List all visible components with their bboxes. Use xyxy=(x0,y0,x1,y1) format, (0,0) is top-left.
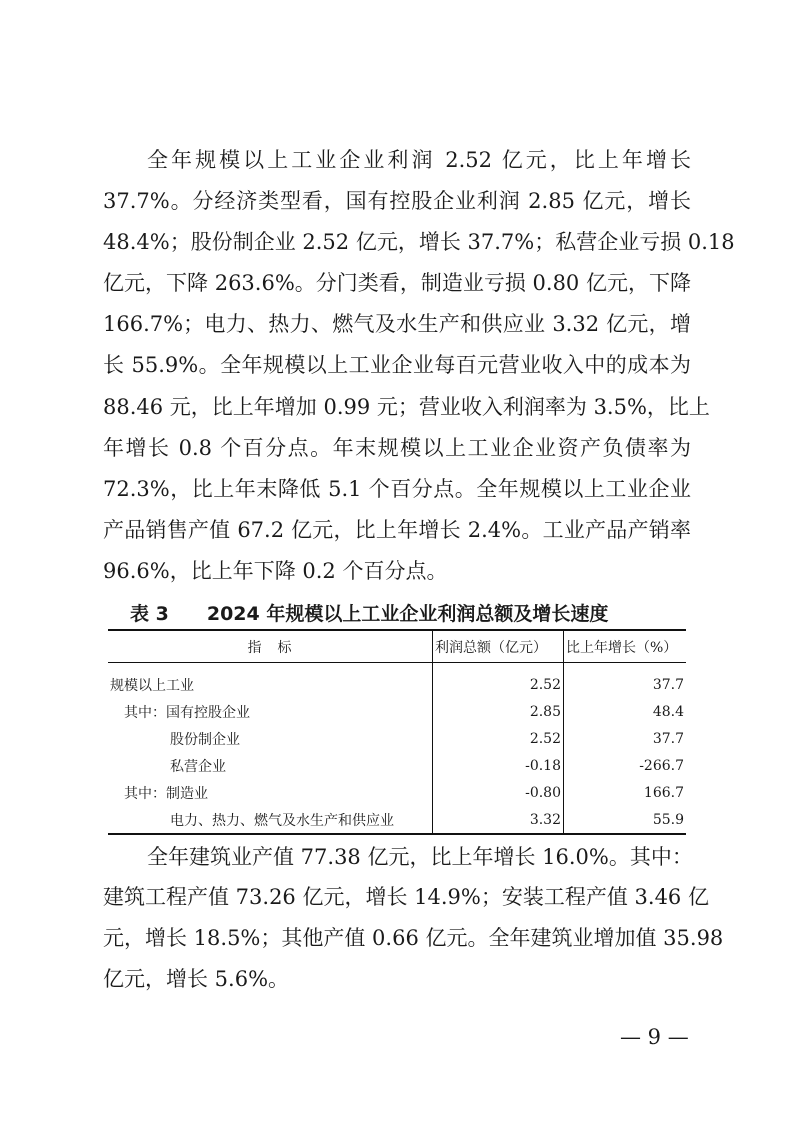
text-line: 全年规模以上工业企业利润 2.52 亿元，比上年增长 xyxy=(147,148,691,172)
row-growth: 48.4 xyxy=(652,703,684,720)
table-row xyxy=(108,698,686,725)
table-row xyxy=(108,779,686,806)
text-line: 产品销售产值 67.2 亿元，比上年增长 2.4%。工业产品产销率 xyxy=(103,518,691,542)
row-label: 其中：制造业 xyxy=(124,785,208,802)
row-profit: 2.85 xyxy=(433,698,564,725)
row-label: 规模以上工业 xyxy=(110,677,194,694)
text-line: 全年建筑业产值 77.38 亿元，比上年增长 16.0%。其中： xyxy=(147,845,693,869)
table-row xyxy=(108,725,686,752)
row-profit: -0.18 xyxy=(433,752,564,779)
header-profit: 利润总额（亿元） xyxy=(433,630,564,663)
row-growth: 37.7 xyxy=(652,676,684,693)
text-line: 长 55.9%。全年规模以上工业企业每百元营业收入中的成本为 xyxy=(103,353,691,377)
header-indicator: 指 标 xyxy=(108,630,433,663)
text-line: 166.7%；电力、热力、燃气及水生产和供应业 3.32 亿元，增 xyxy=(103,312,691,336)
table-header-row xyxy=(108,630,686,663)
row-profit: 2.52 xyxy=(433,663,564,699)
table-row xyxy=(108,663,686,699)
text-line: 亿元，下降 263.6%。分门类看，制造业亏损 0.80 亿元，下降 xyxy=(103,271,691,295)
text-line: 年增长 0.8 个百分点。年末规模以上工业企业资产负债率为 xyxy=(103,436,691,460)
row-profit: 3.32 xyxy=(433,806,564,834)
table-caption: 2024 年规模以上工业企业利润总额及增长速度 xyxy=(206,603,609,625)
row-label: 其中：国有控股企业 xyxy=(124,704,250,721)
header-growth: 比上年增长（%） xyxy=(564,630,687,663)
row-growth: -266.7 xyxy=(639,757,684,774)
text-line: 37.7%。分经济类型看，国有控股企业利润 2.85 亿元，增长 xyxy=(103,189,691,213)
table-number: 表 3 xyxy=(130,603,169,625)
page-number: — 9 — xyxy=(620,1025,689,1049)
profit-table xyxy=(108,629,686,835)
text-line: 亿元，增长 5.6%。 xyxy=(103,967,290,991)
text-line: 元，增长 18.5%；其他产值 0.66 亿元。全年建筑业增加值 35.98 xyxy=(103,926,724,950)
text-line: 48.4%；股份制企业 2.52 亿元，增长 37.7%；私营企业亏损 0.18 xyxy=(103,230,735,254)
row-label: 私营企业 xyxy=(170,758,226,775)
text-line: 72.3%，比上年末降低 5.1 个百分点。全年规模以上工业企业 xyxy=(103,477,691,501)
row-growth: 166.7 xyxy=(643,784,684,801)
row-profit: -0.80 xyxy=(433,779,564,806)
table-title xyxy=(130,599,686,626)
text-line: 88.46 元，比上年增加 0.99 元；营业收入利润率为 3.5%，比上 xyxy=(103,395,710,419)
table-row xyxy=(108,806,686,834)
row-label: 电力、热力、燃气及水生产和供应业 xyxy=(170,812,394,829)
table-row xyxy=(108,752,686,779)
text-line: 建筑工程产值 73.26 亿元，增长 14.9%；安装工程产值 3.46 亿 xyxy=(103,885,709,909)
row-profit: 2.52 xyxy=(433,725,564,752)
row-growth: 37.7 xyxy=(652,730,684,747)
row-growth: 55.9 xyxy=(652,811,684,828)
text-line: 96.6%，比上年下降 0.2 个百分点。 xyxy=(103,559,448,583)
row-label: 股份制企业 xyxy=(170,731,240,748)
